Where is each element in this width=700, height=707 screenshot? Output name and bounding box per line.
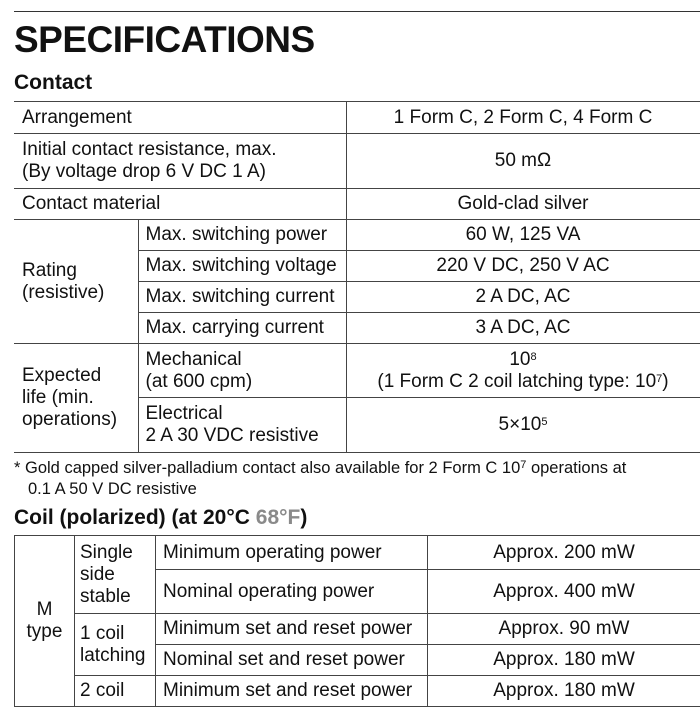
rating-value: 220 V DC, 250 V AC (346, 251, 700, 282)
electrical-value: $5\times 10^5$ (346, 398, 700, 453)
life-label: Expected life (min. operations) (14, 344, 138, 453)
footnote: * Gold capped silver-palladium contact also available for 2 Form C $10^7$ operations at 0.1 A 50 V DC resistive (14, 458, 626, 500)
coil-table (14, 535, 700, 707)
contact-table (14, 101, 700, 453)
resistance-label: Initial contact resistance, max. (By voltage drop 6 V DC 1 A) (14, 134, 346, 189)
material-label: Contact material (14, 189, 346, 220)
rating-sub-label: Max. switching voltage (138, 251, 346, 282)
group-label: Single side stable (75, 536, 156, 614)
arrangement-label: Arrangement (14, 102, 346, 134)
resistance-value: 50 mΩ (346, 134, 700, 189)
rating-sub-label: Max. switching power (138, 220, 346, 251)
coil-param-value: Approx. 180 mW (428, 645, 700, 676)
table-row (14, 220, 700, 251)
coil-param-value: Approx. 180 mW (428, 676, 700, 707)
coil-param-label: Minimum set and reset power (156, 614, 428, 645)
coil-param-label: Nominal set and reset power (156, 645, 428, 676)
rating-value: 60 W, 125 VA (346, 220, 700, 251)
coil-param-value: Approx. 400 mW (428, 570, 700, 614)
table-row (15, 536, 700, 570)
table-row (14, 134, 700, 189)
electrical-label: Electrical 2 A 30 VDC resistive (138, 398, 346, 453)
table-row (15, 614, 700, 645)
coil-param-label: Minimum operating power (156, 536, 428, 570)
top-rule (14, 11, 700, 12)
table-row (14, 102, 700, 134)
coil-param-label: Minimum set and reset power (156, 676, 428, 707)
table-row (14, 344, 700, 398)
group-label: 1 coil latching (75, 614, 156, 676)
coil-param-label: Nominal operating power (156, 570, 428, 614)
group-label: 2 coil (75, 676, 156, 707)
material-value: Gold-clad silver (346, 189, 700, 220)
coil-param-value: Approx. 90 mW (428, 614, 700, 645)
mechanical-label: Mechanical (at 600 cpm) (138, 344, 346, 398)
page-title: SPECIFICATIONS (14, 18, 315, 62)
coil-param-value: Approx. 200 mW (428, 536, 700, 570)
table-row (15, 676, 700, 707)
rating-label: Rating (resistive) (14, 220, 138, 344)
rating-value: 2 A DC, AC (346, 282, 700, 313)
mechanical-value: $10^8$ (1 Form C 2 coil latching type: $10^7$) (346, 344, 700, 398)
coil-heading: Coil (polarized) (at 20°C 68°F) (14, 505, 307, 531)
type-label: M type (15, 536, 75, 707)
rating-sub-label: Max. switching current (138, 282, 346, 313)
arrangement-value: 1 Form C, 2 Form C, 4 Form C (346, 102, 700, 134)
rating-sub-label: Max. carrying current (138, 313, 346, 344)
rating-value: 3 A DC, AC (346, 313, 700, 344)
contact-heading: Contact (14, 70, 92, 96)
table-row (14, 189, 700, 220)
